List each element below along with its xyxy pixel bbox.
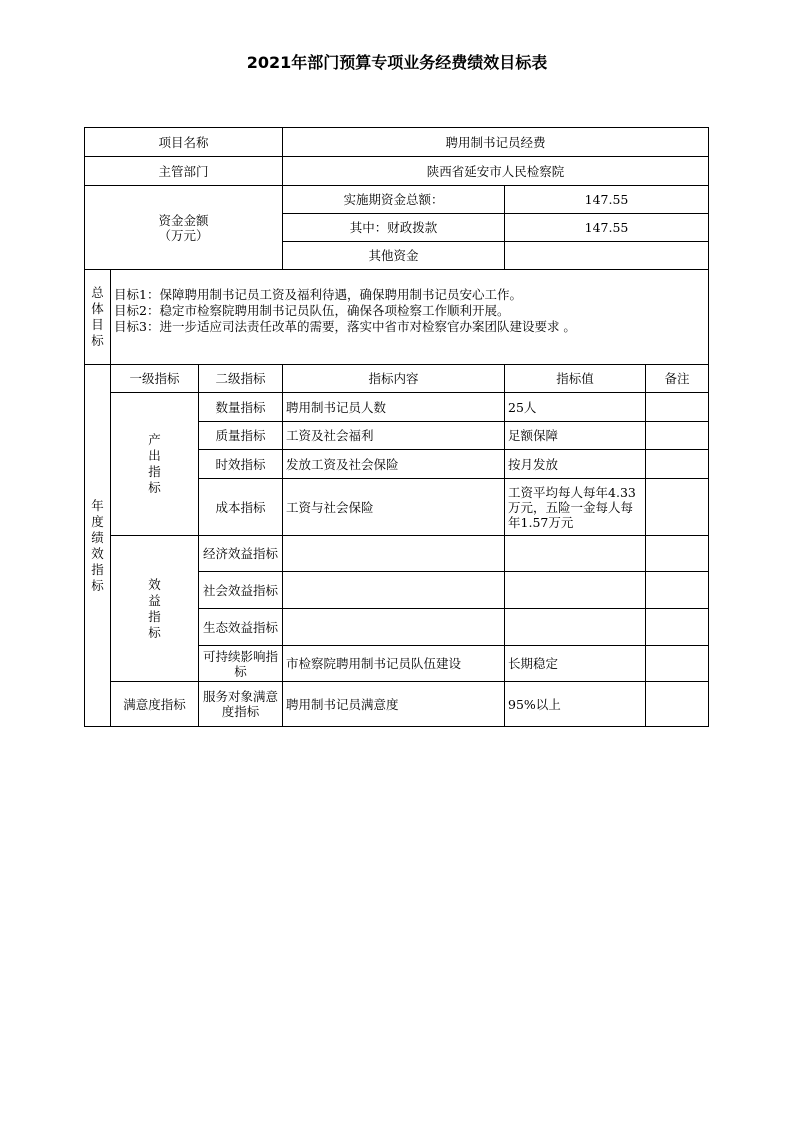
- indicator-content: 工资及社会福利: [283, 422, 505, 450]
- overall-goals: [111, 270, 709, 365]
- indicator-content: 工资与社会保险: [283, 479, 505, 536]
- indicator-content: 聘用制书记员人数: [283, 393, 505, 422]
- funds-label: 资金金额 （万元）: [85, 186, 283, 270]
- other-funds-value: [505, 242, 709, 270]
- sub-indicator: 社会效益指标: [199, 572, 283, 609]
- sub-indicator: 时效指标: [199, 450, 283, 479]
- indicator-content: [283, 609, 505, 646]
- project-name-label: 项目名称: [85, 128, 283, 157]
- total-funds-label: 实施期资金总额：: [283, 186, 505, 214]
- table-row: [85, 682, 709, 727]
- satisfaction-indicators-label: 满意度指标: [111, 682, 199, 727]
- indicator-content: 发放工资及社会保险: [283, 450, 505, 479]
- table-row: [85, 393, 709, 422]
- goal-1: 目标1：保障聘用制书记员工资及福利待遇，确保聘用制书记员安心工作。: [114, 287, 522, 302]
- department-label: 主管部门: [85, 157, 283, 186]
- fiscal-funds-value: 147.55: [505, 214, 709, 242]
- indicator-content: 市检察院聘用制书记员队伍建设: [283, 646, 505, 682]
- sub-indicator: 质量指标: [199, 422, 283, 450]
- indicator-note: [646, 479, 709, 536]
- indicator-note: [646, 609, 709, 646]
- overall-goals-label: 总 体 目 标: [85, 270, 111, 365]
- header-level1: 一级指标: [111, 365, 199, 393]
- indicator-value: [505, 536, 646, 572]
- table-row: [85, 536, 709, 572]
- sub-indicator: 成本指标: [199, 479, 283, 536]
- output-indicators-label: 产 出 指 标: [111, 393, 199, 536]
- other-funds-label: 其他资金: [283, 242, 505, 270]
- indicator-note: [646, 572, 709, 609]
- indicator-note: [646, 536, 709, 572]
- header-note: 备注: [646, 365, 709, 393]
- project-name-value: 聘用制书记员经费: [283, 128, 709, 157]
- header-value: 指标值: [505, 365, 646, 393]
- indicator-content: [283, 536, 505, 572]
- indicator-note: [646, 450, 709, 479]
- indicator-content: 聘用制书记员满意度: [283, 682, 505, 727]
- performance-table: [84, 127, 709, 727]
- sub-indicator: 数量指标: [199, 393, 283, 422]
- indicator-value: 按月发放: [505, 450, 646, 479]
- sub-indicator: 服务对象满意度指标: [199, 682, 283, 727]
- indicator-note: [646, 393, 709, 422]
- indicator-value: [505, 572, 646, 609]
- indicator-value: 25人: [505, 393, 646, 422]
- indicator-value: 工资平均每人每年4.33万元，五险一金每人每年1.57万元: [505, 479, 646, 536]
- goal-3: 目标3：进一步适应司法责任改革的需要，落实中省市对检察官办案团队建设要求 。: [114, 319, 576, 334]
- page-title: 2021年部门预算专项业务经费绩效目标表: [246, 53, 548, 72]
- indicator-note: [646, 682, 709, 727]
- fiscal-funds-label: 其中：财政拨款: [283, 214, 505, 242]
- indicator-note: [646, 422, 709, 450]
- header-level2: 二级指标: [199, 365, 283, 393]
- benefit-indicators-label: 效 益 指 标: [111, 536, 199, 682]
- indicator-value: 长期稳定: [505, 646, 646, 682]
- sub-indicator: 经济效益指标: [199, 536, 283, 572]
- indicator-value: [505, 609, 646, 646]
- department-value: 陕西省延安市人民检察院: [283, 157, 709, 186]
- header-content: 指标内容: [283, 365, 505, 393]
- sub-indicator: 生态效益指标: [199, 609, 283, 646]
- indicator-note: [646, 646, 709, 682]
- annual-indicators-label: 年 度 绩 效 指 标: [85, 365, 111, 727]
- indicator-value: 足额保障: [505, 422, 646, 450]
- goal-2: 目标2：稳定市检察院聘用制书记员队伍，确保各项检察工作顺利开展。: [114, 303, 510, 318]
- indicator-value: 95%以上: [505, 682, 646, 727]
- sub-indicator: 可持续影响指标: [199, 646, 283, 682]
- indicator-content: [283, 572, 505, 609]
- total-funds-value: 147.55: [505, 186, 709, 214]
